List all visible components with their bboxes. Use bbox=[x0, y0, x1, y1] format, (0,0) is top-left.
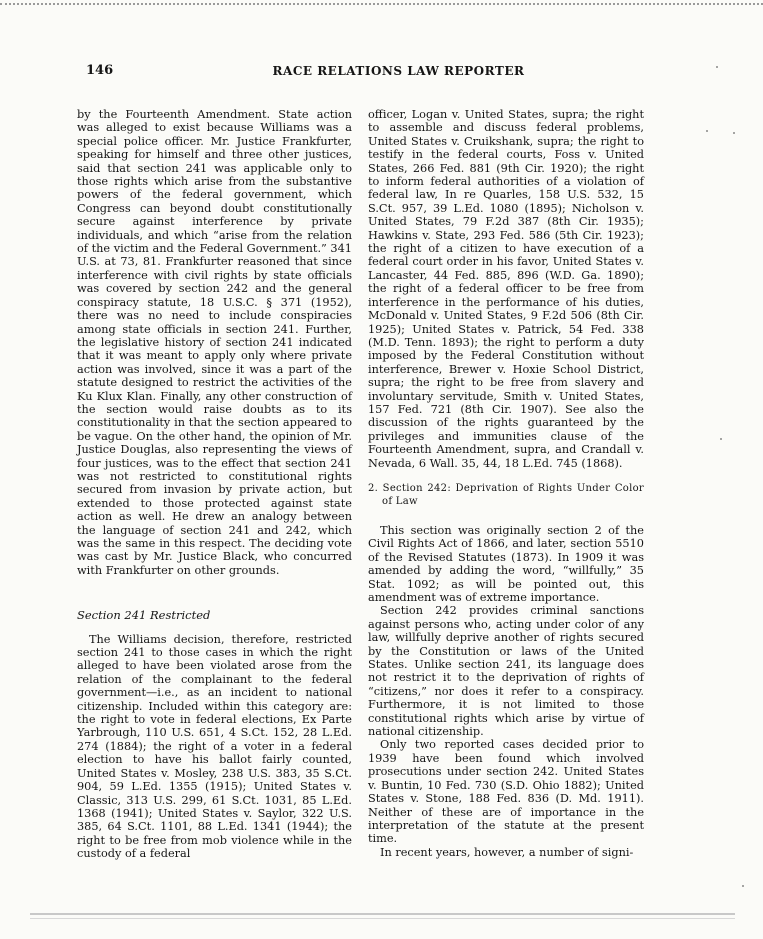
right-paragraph-3: Section 242 provides criminal sanctions against persons who, acting under color of any law, willfully deprive another of rights secured by the Constitution or laws of the United States. Unlike section 241, its language does not restrict it to the deprivation of rights of “citizens,” nor does it refer to a conspiracy. Furthermore, it is not limited to those constitutional rights which arise by virtue of national citizenship. bbox=[368, 604, 644, 739]
right-paragraph-4: Only two reported cases decided prior to 1939 have been found which involved prosecutions under section 242. United States v. Buntin, 10 Fed. 730 (S.D. Ohio 1882); United States v. Stone, 188 Fed. 836 (D. Md. 1911). Neither of these are of importance in the interpretation of the statute at the present time. bbox=[368, 738, 644, 846]
section-heading: 2. Section 242: Deprivation of Rights Under Color of Law bbox=[368, 482, 644, 507]
scan-speck bbox=[742, 885, 744, 887]
scan-speck bbox=[706, 130, 708, 132]
scan-bottom-rule bbox=[30, 913, 735, 915]
left-paragraph-2: The Williams decision, therefore, restricted section 241 to those cases in which the right alleged to have been violated arose from the relation of the complainant to the federal government—i.e., as an incident to national citizenship. Included within this category are: the right to vote in federal elections, Ex Parte Yarbrough, 110 U.S. 651, 4 S.Ct. 152, 28 L.Ed. 274 (1884); the right of a voter in a federal election to have his ballot fairly counted, United States v. Mosley, 238 U.S. 383, 35 S.Ct. 904, 59 L.Ed. 1355 (1915); United States v. Classic, 313 U.S. 299, 61 S.Ct. 1031, 85 L.Ed. 1368 (1941); United States v. Saylor, 322 U.S. 385, 64 S.Ct. 1101, 88 L.Ed. 1341 (1944); the right to be free from mob violence while in the custody of a federal bbox=[77, 632, 352, 861]
scan-bottom-rule bbox=[30, 918, 735, 919]
left-paragraph-1: by the Fourteenth Amendment. State action was alleged to exist because Williams was a special police officer. Mr. Justice Frankfurter, speaking for himself and three other justices, said that section 241 was applicable only to those rights which arise from the substantive powers of the federal government, which Congress can beyond doubt constitutionally secure against interference by private individuals, and which “arise from the relation of the victim and the Federal Government.” 341 U.S. at 73, 81. Frankfurter reasoned that since interference with civil rights by state officials was covered by section 242 and the general conspiracy statute, 18 U.S.C. § 371 (1952), there was no need to include conspiracies among state officials in section 241. Further, the legislative history of section 241 indicated that it was meant to apply only where private action was involved, since it was a part of the statute designed to restrict the activities of the Ku Klux Klan. Finally, any other construction of the section would raise doubts as to its constitutionality in that the section appeared to be vague. On the other hand, the opinion of Mr. Justice Douglas, also representing the views of four justices, was to the effect that section 241 was not restricted to constitutional rights secured from invasion by private action, but extended to those protected against state action as well. He drew an analogy between the language of section 241 and 242, which was the same in this respect. The deciding vote was cast by Mr. Justice Black, who concurred with Frankfurter on other grounds. bbox=[77, 108, 352, 577]
scan-edge-dotted-line bbox=[0, 3, 763, 5]
page-number: 146 bbox=[86, 63, 114, 78]
right-paragraph-1: officer, Logan v. United States, supra; the right to assemble and discuss federal problems, United States v. Cruikshank, supra; the right to testify in the federal courts, Foss v. United States, 266 Fed. 881 (9th Cir. 1920); the right to inform federal authorities of a violation of federal law, In re Quarles, 158 U.S. 532, 15 S.Ct. 957, 39 L.Ed. 1080 (1895); Nicholson v. United States, 79 F.2d 387 (8th Cir. 1935); Hawkins v. State, 293 Fed. 586 (5th Cir. 1923); the right of a citizen to have execution of a federal court order in his favor, United States v. Lancaster, 44 Fed. 885, 896 (W.D. Ga. 1890); the right of a federal officer to be free from interference in the performance of his duties, McDonald v. United States, 9 F.2d 506 (8th Cir. 1925); United States v. Patrick, 54 Fed. 338 (M.D. Tenn. 1893); the right to perform a duty imposed by the Federal Constitution without interference, Brewer v. Hoxie School District, supra; the right to be free from slavery and involuntary servitude, Smith v. United States, 157 Fed. 721 (8th Cir. 1907). See also the discussion of the rights guaranteed by the privileges and immunities clause of the Fourteenth Amendment, supra, and Crandall v. Nevada, 6 Wall. 35, 44, 18 L.Ed. 745 (1868). bbox=[368, 108, 644, 470]
left-column bbox=[77, 108, 352, 861]
right-paragraph-5: In recent years, however, a number of signi- bbox=[380, 845, 634, 859]
scan-speck bbox=[720, 438, 722, 440]
scan-speck bbox=[716, 66, 718, 68]
section-subheading: Section 241 Restricted bbox=[77, 608, 211, 623]
page-header bbox=[86, 63, 671, 83]
right-column bbox=[368, 108, 644, 859]
running-head: RACE RELATIONS LAW REPORTER bbox=[272, 64, 525, 78]
right-paragraph-2: This section was originally section 2 of the Civil Rights Act of 1866, and later, section 5510 of the Revised Statutes (1873). In 1909 it was amended by adding the word, “willfully,” 35 Stat. 1092; as will be pointed out, this amendment was of extreme importance. bbox=[368, 523, 644, 604]
scan-speck bbox=[733, 132, 735, 134]
